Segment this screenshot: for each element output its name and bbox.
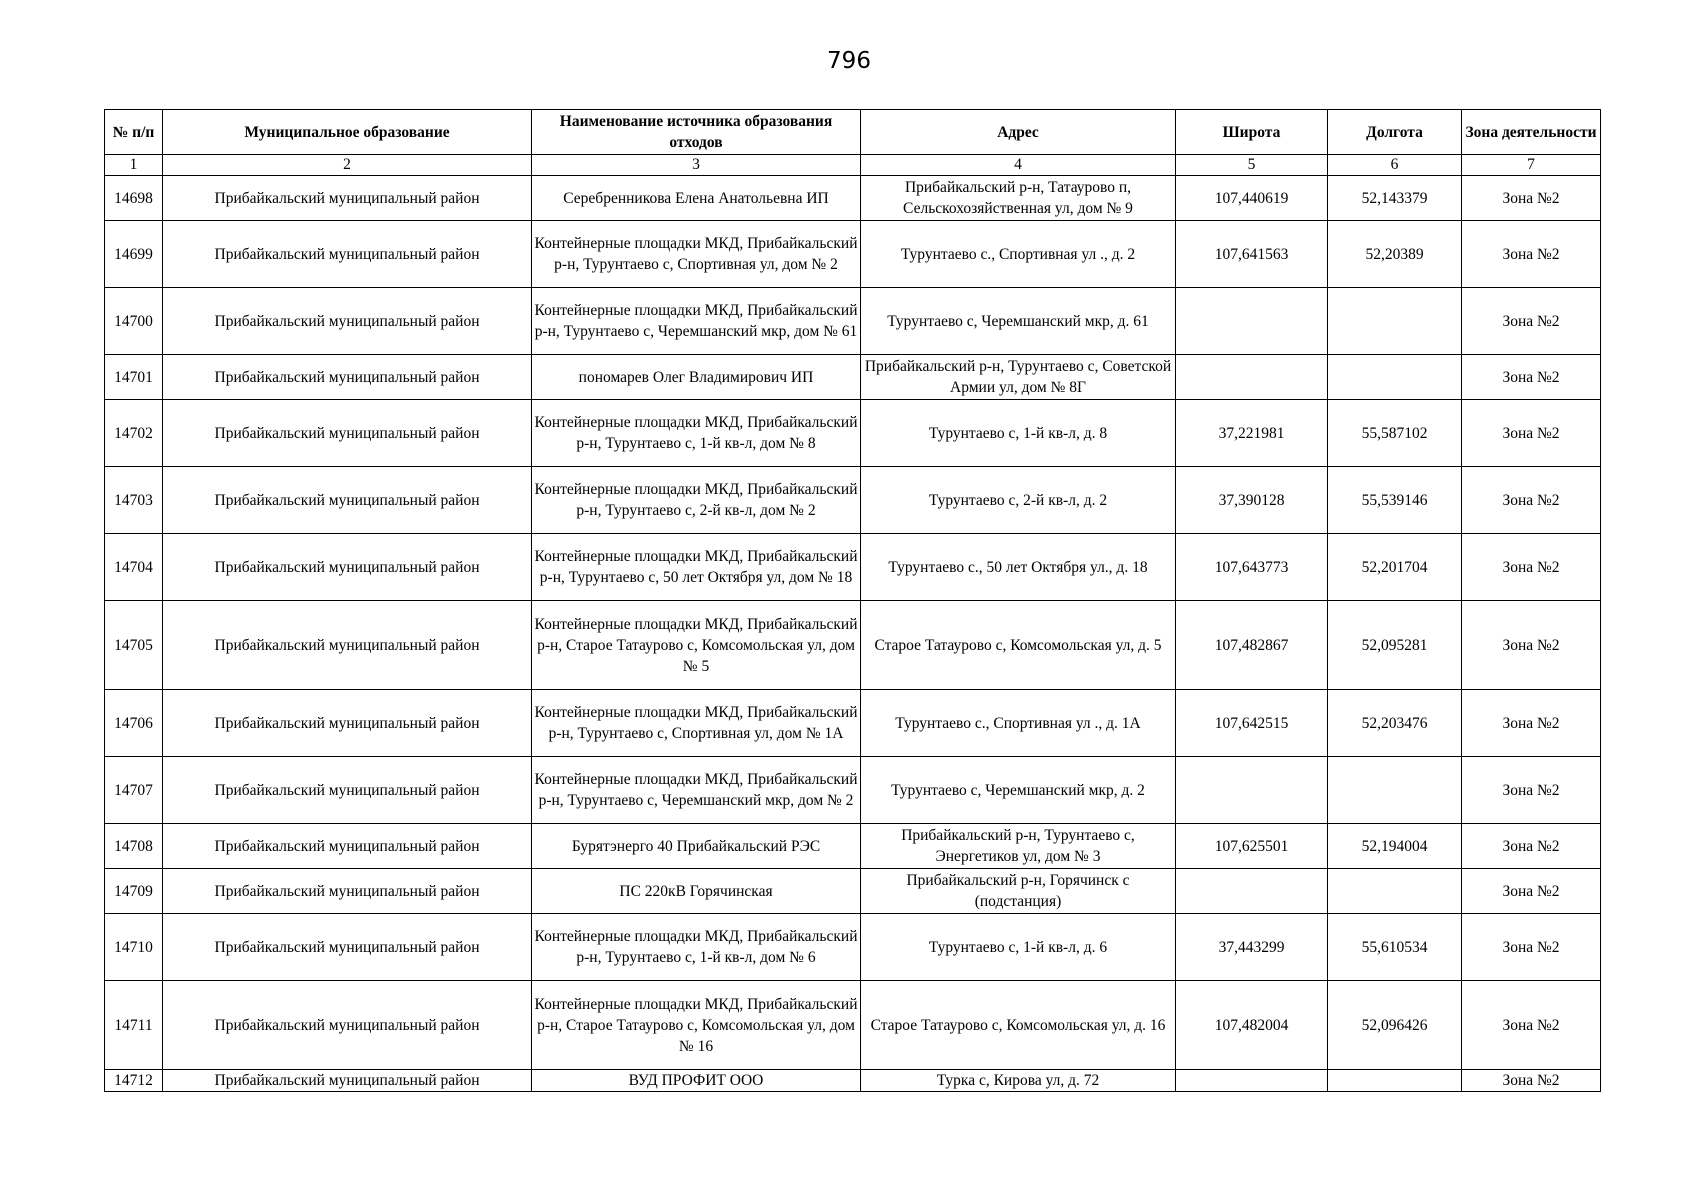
row-number: 14712: [105, 1070, 163, 1092]
column-number: 3: [532, 155, 861, 176]
longitude-cell: 52,096426: [1328, 981, 1462, 1070]
header-cell-address: Адрес: [861, 110, 1176, 155]
municipality-cell: Прибайкальский муниципальный район: [163, 534, 532, 601]
row-number: 14700: [105, 288, 163, 355]
municipality-cell: Прибайкальский муниципальный район: [163, 757, 532, 824]
table-row: [105, 869, 1601, 914]
row-number: 14706: [105, 690, 163, 757]
latitude-cell: 107,440619: [1176, 176, 1328, 221]
address-cell: Старое Татаурово с, Комсомольская ул, д. 5: [861, 601, 1176, 690]
zone-cell: Зона №2: [1462, 1070, 1601, 1092]
header-cell-source: Наименование источника образования отходов: [532, 110, 861, 155]
row-number: 14701: [105, 355, 163, 400]
latitude-cell: 107,642515: [1176, 690, 1328, 757]
address-cell: Турунтаево с, 2-й кв-л, д. 2: [861, 467, 1176, 534]
source-cell: Контейнерные площадки МКД, Прибайкальский р-н, Турунтаево с, 50 лет Октября ул, дом № 18: [532, 534, 861, 601]
longitude-cell: 55,539146: [1328, 467, 1462, 534]
address-cell: Прибайкальский р-н, Турунтаево с, Советской Армии ул, дом № 8Г: [861, 355, 1176, 400]
latitude-cell: 107,625501: [1176, 824, 1328, 869]
longitude-cell: 52,201704: [1328, 534, 1462, 601]
header-row: [105, 110, 1601, 155]
source-cell: Контейнерные площадки МКД, Прибайкальский р-н, Турунтаево с, Спортивная ул, дом № 1А: [532, 690, 861, 757]
municipality-cell: Прибайкальский муниципальный район: [163, 981, 532, 1070]
column-number: 4: [861, 155, 1176, 176]
table-row: [105, 981, 1601, 1070]
address-cell: Старое Татаурово с, Комсомольская ул, д. 16: [861, 981, 1176, 1070]
row-number: 14711: [105, 981, 163, 1070]
table-row: [105, 1070, 1601, 1092]
column-number: 6: [1328, 155, 1462, 176]
table-row: [105, 288, 1601, 355]
address-cell: Турунтаево с., Спортивная ул ., д. 2: [861, 221, 1176, 288]
address-cell: Турунтаево с., 50 лет Октября ул., д. 18: [861, 534, 1176, 601]
longitude-cell: [1328, 757, 1462, 824]
source-cell: Контейнерные площадки МКД, Прибайкальский р-н, Старое Татаурово с, Комсомольская ул, дом № 16: [532, 981, 861, 1070]
header-cell-zone: Зона деятельности: [1462, 110, 1601, 155]
source-cell: Контейнерные площадки МКД, Прибайкальский р-н, Турунтаево с, 2-й кв-л, дом № 2: [532, 467, 861, 534]
latitude-cell: 107,482867: [1176, 601, 1328, 690]
zone-cell: Зона №2: [1462, 690, 1601, 757]
municipality-cell: Прибайкальский муниципальный район: [163, 400, 532, 467]
column-number: 2: [163, 155, 532, 176]
source-cell: Контейнерные площадки МКД, Прибайкальский р-н, Турунтаево с, Спортивная ул, дом № 2: [532, 221, 861, 288]
zone-cell: Зона №2: [1462, 914, 1601, 981]
longitude-cell: [1328, 288, 1462, 355]
municipality-cell: Прибайкальский муниципальный район: [163, 601, 532, 690]
longitude-cell: [1328, 1070, 1462, 1092]
zone-cell: Зона №2: [1462, 601, 1601, 690]
municipality-cell: Прибайкальский муниципальный район: [163, 355, 532, 400]
row-number: 14707: [105, 757, 163, 824]
row-number: 14698: [105, 176, 163, 221]
row-number: 14710: [105, 914, 163, 981]
zone-cell: Зона №2: [1462, 981, 1601, 1070]
header-cell-number: № п/п: [105, 110, 163, 155]
latitude-cell: 107,482004: [1176, 981, 1328, 1070]
table-row: [105, 534, 1601, 601]
municipality-cell: Прибайкальский муниципальный район: [163, 221, 532, 288]
table-row: [105, 221, 1601, 288]
address-cell: Прибайкальский р-н, Турунтаево с, Энергетиков ул, дом № 3: [861, 824, 1176, 869]
address-cell: Турунтаево с, 1-й кв-л, д. 8: [861, 400, 1176, 467]
zone-cell: Зона №2: [1462, 288, 1601, 355]
zone-cell: Зона №2: [1462, 400, 1601, 467]
latitude-cell: [1176, 757, 1328, 824]
municipality-cell: Прибайкальский муниципальный район: [163, 914, 532, 981]
address-cell: Турунтаево с, Черемшанский мкр, д. 2: [861, 757, 1176, 824]
row-number: 14709: [105, 869, 163, 914]
zone-cell: Зона №2: [1462, 824, 1601, 869]
table-row: [105, 824, 1601, 869]
source-cell: Контейнерные площадки МКД, Прибайкальский р-н, Турунтаево с, 1-й кв-л, дом № 6: [532, 914, 861, 981]
municipality-cell: Прибайкальский муниципальный район: [163, 467, 532, 534]
column-number: 1: [105, 155, 163, 176]
header-cell-municipality: Муниципальное образование: [163, 110, 532, 155]
source-cell: Контейнерные площадки МКД, Прибайкальский р-н, Старое Татаурово с, Комсомольская ул, дом № 5: [532, 601, 861, 690]
zone-cell: Зона №2: [1462, 221, 1601, 288]
longitude-cell: 52,194004: [1328, 824, 1462, 869]
source-cell: Серебренникова Елена Анатольевна ИП: [532, 176, 861, 221]
address-cell: Прибайкальский р-н, Татаурово п, Сельскохозяйственная ул, дом № 9: [861, 176, 1176, 221]
source-cell: Бурятэнерго 40 Прибайкальский РЭС: [532, 824, 861, 869]
source-cell: пономарев Олег Владимирович ИП: [532, 355, 861, 400]
table-row: [105, 757, 1601, 824]
longitude-cell: 52,20389: [1328, 221, 1462, 288]
latitude-cell: [1176, 869, 1328, 914]
address-cell: Турунтаево с., Спортивная ул ., д. 1А: [861, 690, 1176, 757]
address-cell: Прибайкальский р-н, Горячинск с (подстанция): [861, 869, 1176, 914]
longitude-cell: 52,143379: [1328, 176, 1462, 221]
municipality-cell: Прибайкальский муниципальный район: [163, 690, 532, 757]
zone-cell: Зона №2: [1462, 757, 1601, 824]
row-number: 14703: [105, 467, 163, 534]
source-cell: Контейнерные площадки МКД, Прибайкальский р-н, Турунтаево с, Черемшанский мкр, дом № 61: [532, 288, 861, 355]
longitude-cell: [1328, 355, 1462, 400]
longitude-cell: 55,610534: [1328, 914, 1462, 981]
table-row: [105, 690, 1601, 757]
latitude-cell: 37,221981: [1176, 400, 1328, 467]
header-cell-longitude: Долгота: [1328, 110, 1462, 155]
municipality-cell: Прибайкальский муниципальный район: [163, 1070, 532, 1092]
column-number: 7: [1462, 155, 1601, 176]
latitude-cell: 107,643773: [1176, 534, 1328, 601]
row-number: 14705: [105, 601, 163, 690]
table-row: [105, 601, 1601, 690]
latitude-cell: 107,641563: [1176, 221, 1328, 288]
row-number: 14704: [105, 534, 163, 601]
municipality-cell: Прибайкальский муниципальный район: [163, 824, 532, 869]
latitude-cell: [1176, 288, 1328, 355]
municipality-cell: Прибайкальский муниципальный район: [163, 176, 532, 221]
latitude-cell: [1176, 355, 1328, 400]
row-number: 14708: [105, 824, 163, 869]
longitude-cell: 52,203476: [1328, 690, 1462, 757]
zone-cell: Зона №2: [1462, 355, 1601, 400]
longitude-cell: 55,587102: [1328, 400, 1462, 467]
longitude-cell: 52,095281: [1328, 601, 1462, 690]
column-numbering-row: [105, 155, 1601, 176]
table-row: [105, 400, 1601, 467]
address-cell: Турунтаево с, Черемшанский мкр, д. 61: [861, 288, 1176, 355]
table-row: [105, 914, 1601, 981]
municipality-cell: Прибайкальский муниципальный район: [163, 869, 532, 914]
row-number: 14699: [105, 221, 163, 288]
zone-cell: Зона №2: [1462, 534, 1601, 601]
municipality-cell: Прибайкальский муниципальный район: [163, 288, 532, 355]
page-number: 796: [827, 48, 871, 74]
table-row: [105, 355, 1601, 400]
source-cell: Контейнерные площадки МКД, Прибайкальский р-н, Турунтаево с, Черемшанский мкр, дом № 2: [532, 757, 861, 824]
latitude-cell: 37,390128: [1176, 467, 1328, 534]
zone-cell: Зона №2: [1462, 869, 1601, 914]
longitude-cell: [1328, 869, 1462, 914]
table-row: [105, 176, 1601, 221]
address-cell: Турка с, Кирова ул, д. 72: [861, 1070, 1176, 1092]
row-number: 14702: [105, 400, 163, 467]
column-number: 5: [1176, 155, 1328, 176]
waste-sources-table: [104, 109, 1601, 1092]
address-cell: Турунтаево с, 1-й кв-л, д. 6: [861, 914, 1176, 981]
source-cell: Контейнерные площадки МКД, Прибайкальский р-н, Турунтаево с, 1-й кв-л, дом № 8: [532, 400, 861, 467]
source-cell: ПС 220кВ Горячинская: [532, 869, 861, 914]
zone-cell: Зона №2: [1462, 467, 1601, 534]
zone-cell: Зона №2: [1462, 176, 1601, 221]
latitude-cell: [1176, 1070, 1328, 1092]
header-cell-latitude: Широта: [1176, 110, 1328, 155]
table-row: [105, 467, 1601, 534]
source-cell: ВУД ПРОФИТ ООО: [532, 1070, 861, 1092]
latitude-cell: 37,443299: [1176, 914, 1328, 981]
